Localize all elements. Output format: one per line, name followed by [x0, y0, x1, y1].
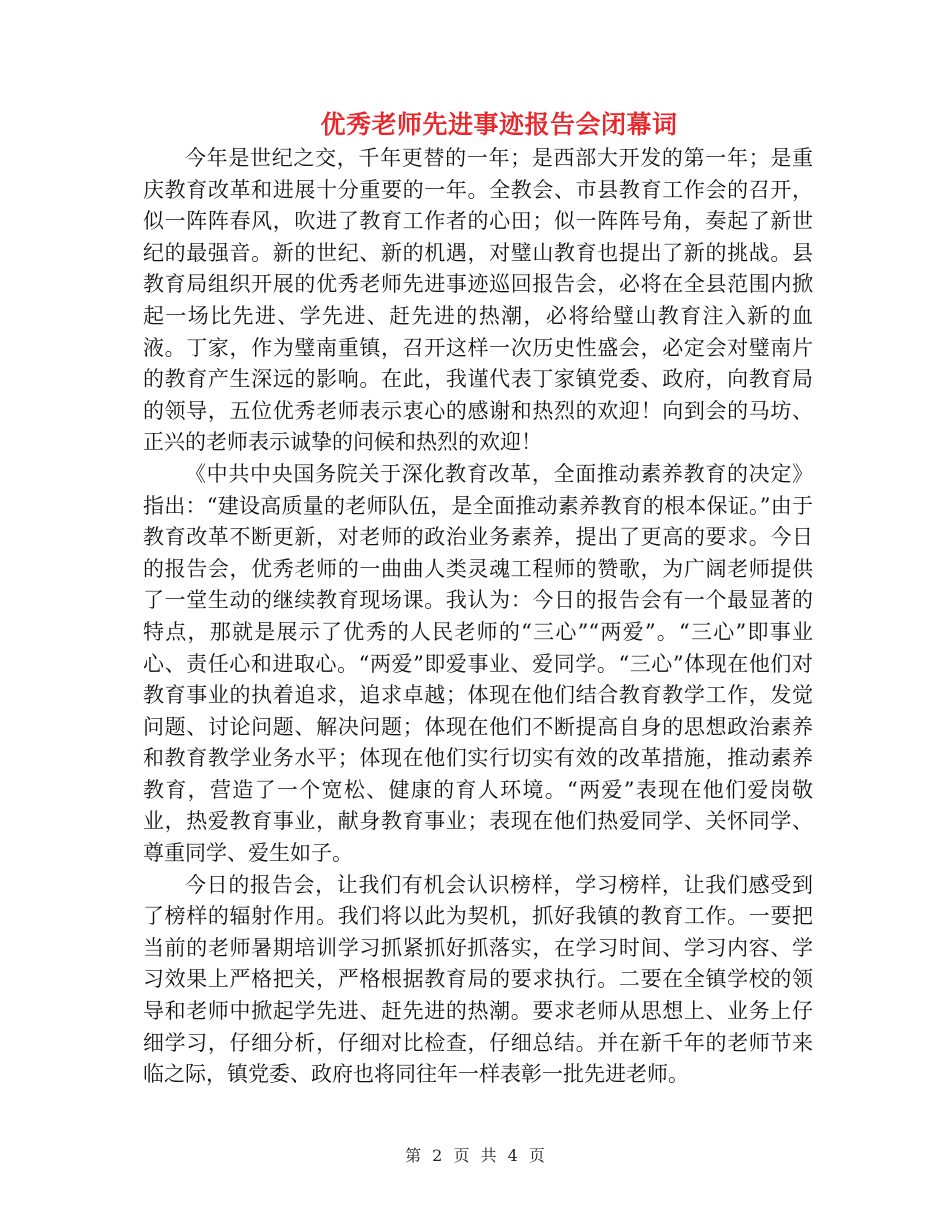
paragraph-1: 今年是世纪之交，千年更替的一年；是西部大开发的第一年；是重庆教育改革和进展十分重要的一年。全教会、市县教育工作会的召开，似一阵阵春风，吹进了教育工作者的心田；似一阵阵号角，奏起了新世纪的最强音。新的世纪、新的机遇，对璧山教育也提出了新的挑战。县教育局组织开展的优秀老师先进事迹巡回报告会，必将在全县范围内掀起一场比先进、学先进、赶先进的热潮，必将给璧山教育注入新的血液。丁家，作为璧南重镇，召开这样一次历史性盛会，必定会对璧南片的教育产生深远的影响。在此，我谨代表丁家镇党委、政府，向教育局的领导，五位优秀老师表示衷心的感谢和热烈的欢迎！向到会的马坊、正兴的老师表示诚挚的问候和热烈的欢迎！ [143, 146, 813, 455]
document-body [143, 143, 813, 1091]
document-title: 优秀老师先进事迹报告会闭幕词 [320, 110, 678, 139]
page-number-footer: 第 2 页 共 4 页 [405, 1146, 545, 1165]
paragraph-3: 今日的报告会，让我们有机会认识榜样，学习榜样，让我们感受到了榜样的辐射作用。我们将以此为契机，抓好我镇的教育工作。一要把当前的老师暑期培训学习抓紧抓好抓落实，在学习时间、学习内容、学习效果上严格把关，严格根据教育局的要求执行。二要在全镇学校的领导和老师中掀起学先进、赶先进的热潮。要求老师从思想上、业务上仔细学习，仔细分析，仔细对比检查，仔细总结。并在新千年的老师节来临之际，镇党委、政府也将同往年一样表彰一批先进老师。 [143, 872, 813, 1087]
paragraph-2: 《中共中央国务院关于深化教育改革，全面推动素养教育的决定》指出：“建设高质量的老师队伍，是全面推动素养教育的根本保证。”由于教育改革不断更新，对老师的政治业务素养，提出了更高的要求。今日的报告会，优秀老师的一曲曲人类灵魂工程师的赞歌，为广阔老师提供了一堂生动的继续教育现场课。我认为：今日的报告会有一个最显著的特点，那就是展示了优秀的人民老师的“三心”“两爱”。“三心”即事业心、责任心和进取心。“两爱”即爱事业、爱同学。“三心”体现在他们对教育事业的执着追求，追求卓越；体现在他们结合教育教学工作，发觉问题、讨论问题、解决问题；体现在他们不断提高自身的思想政治素养和教育教学业务水平；体现在他们实行切实有效的改革措施，推动素养教育，营造了一个宽松、健康的育人环境。“两爱”表现在他们爱岗敬业，热爱教育事业，献身教育事业；表现在他们热爱同学、关怀同学、尊重同学、爱生如子。 [143, 461, 813, 866]
